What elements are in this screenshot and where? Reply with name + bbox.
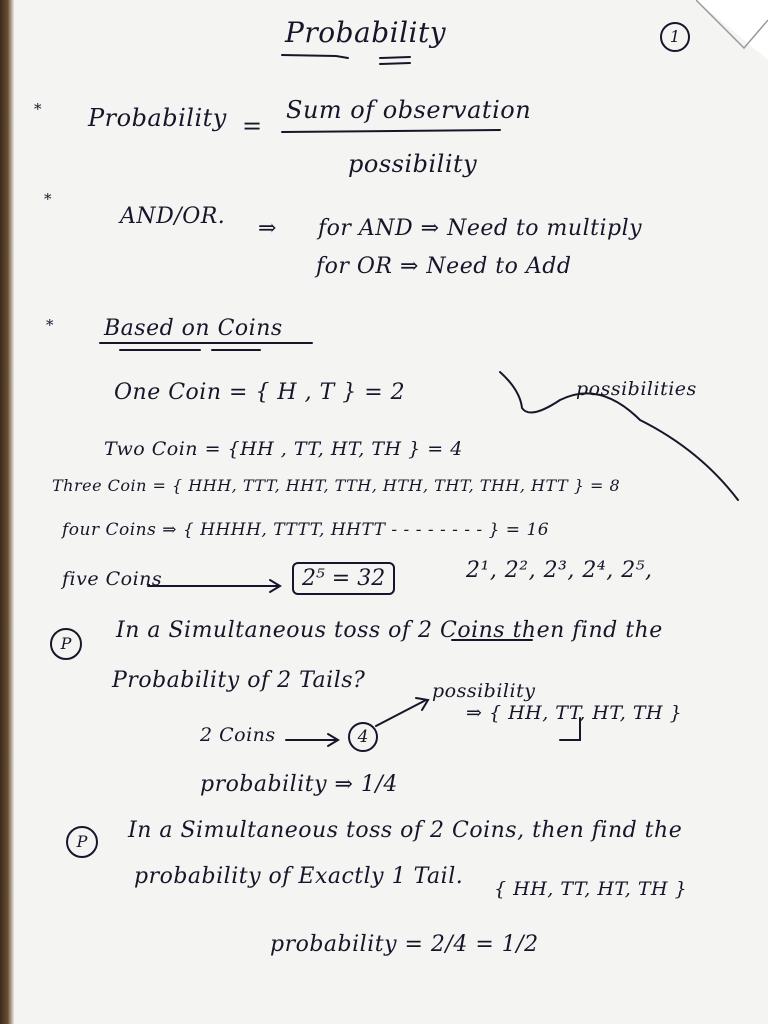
five-coin-label: five Coins [62,568,163,590]
problem-marker-2: P [66,826,98,858]
title-underline-2 [380,57,410,64]
coins-to-count-arrow [286,734,338,746]
count-to-possibility-arrow [376,698,428,726]
problem1-possibility-label: possibility [432,680,536,702]
problem2-line1: In a Simultaneous toss of 2 Coins, then find the [128,818,683,843]
problem1-coins-label: 2 Coins [200,724,276,746]
five-coins-arrow [148,580,280,592]
problem1-outcome-count: 4 [348,722,378,752]
formula-denominator: possibility [348,150,478,178]
or-rule: for OR ⇒ Need to Add [316,254,572,279]
two-coin-line: Two Coin = {HH , TT, HT, TH } = 4 [104,438,463,460]
page-number: 1 [660,22,690,52]
heading-underline [100,343,312,350]
three-coin-line: Three Coin = { HHH, TTT, HHT, TTH, HTH, THT, THH, HTT } = 8 [52,476,621,495]
bullet-star-2: * [44,190,52,208]
problem-marker-1: P [50,628,82,660]
page-title: Probability [285,16,447,49]
bullet-star-3: * [46,316,54,334]
and-or-arrow: ⇒ [258,216,277,241]
title-underline [282,55,348,58]
problem1-line1: In a Simultaneous toss of 2 Coins then find the [116,618,663,643]
problem1-answer: probability ⇒ 1/4 [200,772,398,797]
possibilities-curve [500,372,738,500]
formula-numerator: Sum of observation [286,96,532,124]
problem2-line2: probability of Exactly 1 Tail. [134,864,464,889]
powers-of-two: 2¹, 2², 2³, 2⁴, 2⁵, [466,558,653,583]
five-coin-boxed-result: 2⁵ = 32 [292,562,395,595]
formula-lhs: Probability [88,104,227,132]
formula-equals: = [242,112,263,140]
problem1-outcomes: ⇒ { HH, TT, HT, TH } [466,702,683,724]
and-rule: for AND ⇒ Need to multiply [318,216,643,241]
four-coin-line: four Coins ⇒ { HHHH, TTTT, HHTT - - - - - - - - } = 16 [62,520,550,540]
problem1-line2: Probability of 2 Tails? [112,668,366,693]
problem2-answer: probability = 2/4 = 1/2 [270,932,539,957]
and-or-label: AND/OR. [120,204,226,229]
bullet-star-1: * [34,100,42,118]
tt-marker [560,718,580,740]
one-coin-line: One Coin = { H , T } = 2 [114,380,406,405]
coins-heading: Based on Coins [104,316,283,341]
possibilities-note: possibilities [576,378,697,400]
fraction-bar [282,130,500,132]
problem2-outcomes: { HH, TT, HT, TH } [494,878,688,900]
